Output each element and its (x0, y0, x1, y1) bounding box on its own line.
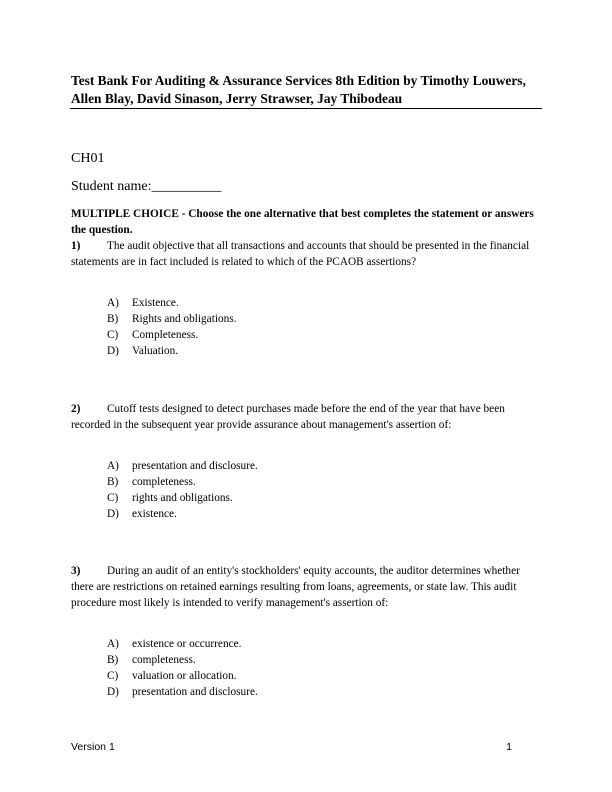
option-d (107, 684, 258, 700)
option-letter: B) (107, 476, 119, 488)
option-text: existence or occurrence. (132, 638, 242, 650)
option-c (107, 668, 258, 684)
option-text: existence. (132, 508, 177, 520)
option-text: Rights and obligations. (132, 313, 237, 325)
question-text: Cutoff tests designed to detect purchases made before the end of the year that have been recorded in the subsequent year provide assurance about management's assertion of: (71, 403, 505, 431)
option-letter: B) (107, 313, 119, 325)
question-number: 3) (71, 565, 81, 577)
option-letter: D) (107, 345, 119, 357)
option-a (107, 458, 258, 474)
option-b (107, 652, 258, 668)
option-letter: A) (107, 460, 119, 472)
document-title: Test Bank For Auditing & Assurance Services 8th Edition by Timothy Louwers, Allen Blay, David Sinason, Jerry Strawser, Jay Thibodeau (71, 73, 526, 106)
question-1 (71, 238, 541, 270)
option-text: rights and obligations. (132, 492, 233, 504)
option-a (107, 295, 237, 311)
option-text: presentation and disclosure. (132, 686, 258, 698)
option-letter: D) (107, 686, 119, 698)
question-3 (71, 563, 541, 611)
option-letter: D) (107, 508, 119, 520)
option-letter: C) (107, 670, 119, 682)
question-number: 1) (71, 240, 81, 252)
option-c (107, 490, 258, 506)
option-letter: A) (107, 638, 119, 650)
student-name-line: Student name:__________ (71, 179, 222, 194)
option-d (107, 506, 258, 522)
option-text: completeness. (132, 476, 196, 488)
question-2 (71, 401, 541, 433)
option-letter: A) (107, 297, 119, 309)
option-d (107, 343, 237, 359)
option-a (107, 636, 258, 652)
option-text: Existence. (132, 297, 179, 309)
header-divider (70, 108, 542, 109)
question-number: 2) (71, 403, 81, 415)
question-text: During an audit of an entity's stockholders' equity accounts, the auditor determines whether there are restrictions on retained earnings resulting from loans, agreements, or state law. This audit procedure most likely is intended to verify management's assertion of: (71, 565, 520, 609)
section-instructions: MULTIPLE CHOICE - Choose the one alternative that best completes the statement or answers the question. (71, 208, 534, 236)
option-text: completeness. (132, 654, 196, 666)
question-2-options (107, 458, 258, 522)
footer-page-number: 1 (506, 741, 512, 753)
option-text: valuation or allocation. (132, 670, 237, 682)
question-3-options (107, 636, 258, 700)
question-1-options (107, 295, 237, 359)
option-text: presentation and disclosure. (132, 460, 258, 472)
chapter-label: CH01 (71, 151, 105, 166)
footer-version: Version 1 (71, 741, 115, 753)
option-b (107, 474, 258, 490)
option-letter: B) (107, 654, 119, 666)
option-text: Valuation. (132, 345, 179, 357)
option-letter: C) (107, 329, 119, 341)
option-b (107, 311, 237, 327)
option-letter: C) (107, 492, 119, 504)
option-text: Completeness. (132, 329, 199, 341)
option-c (107, 327, 237, 343)
question-text: The audit objective that all transactions and accounts that should be presented in the financial statements are in fact included is related to which of the PCAOB assertions? (71, 240, 530, 268)
